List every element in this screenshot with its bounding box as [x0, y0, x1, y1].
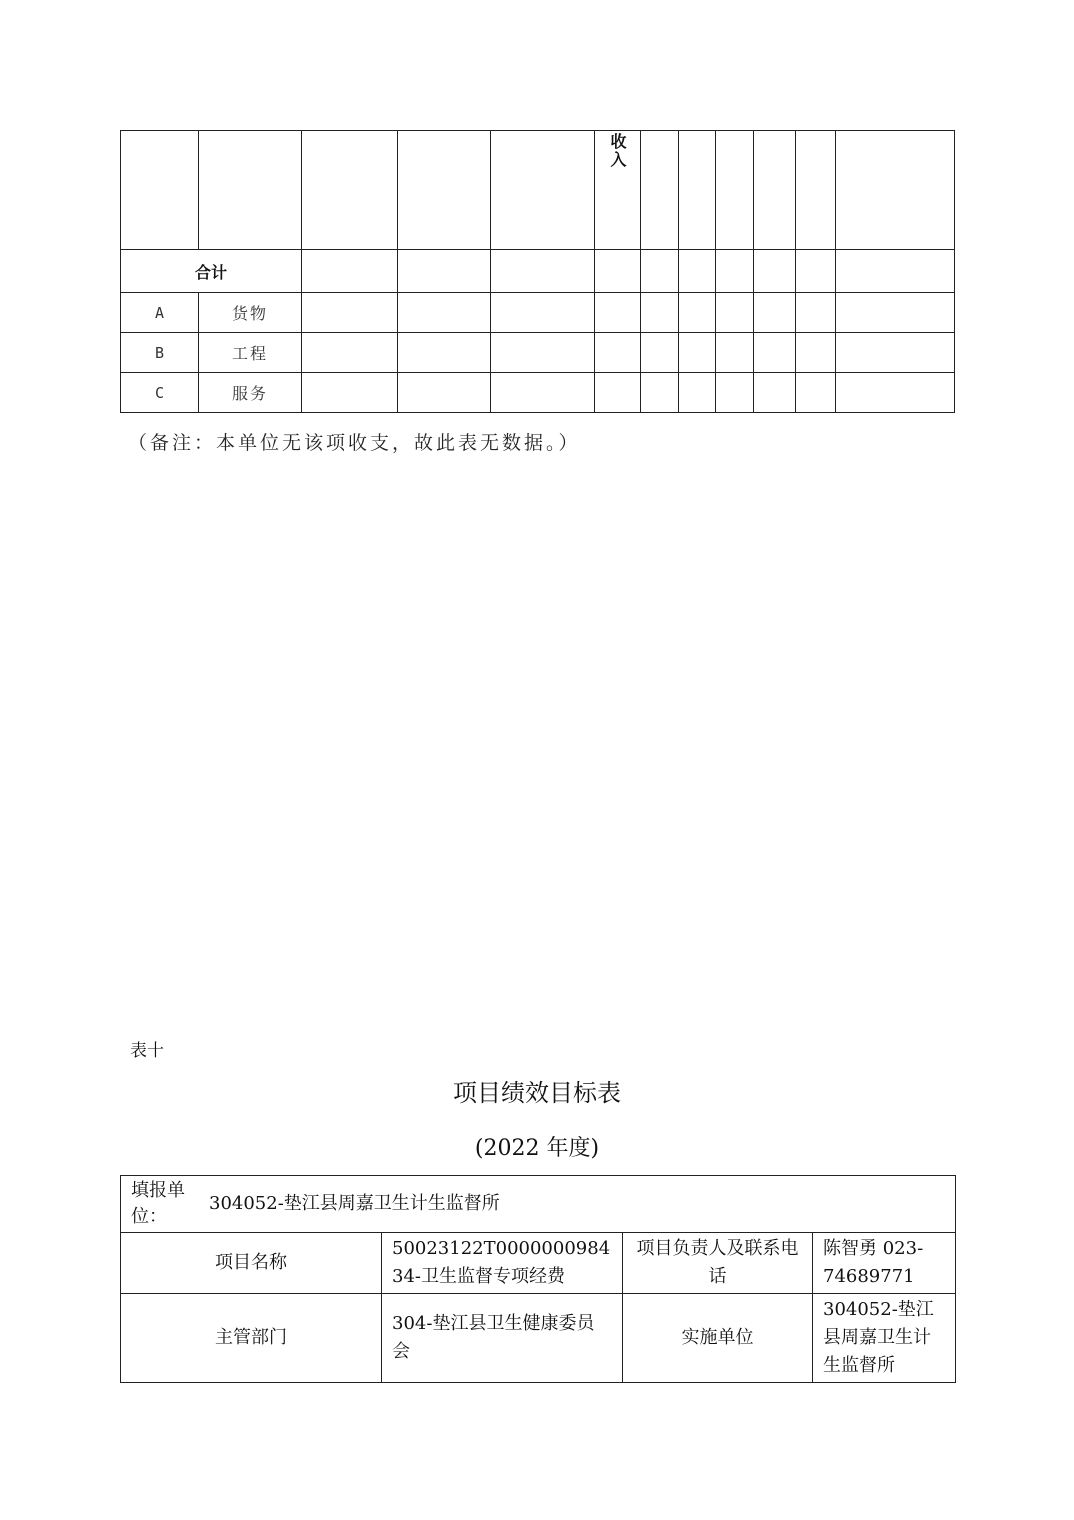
table-row	[121, 333, 955, 373]
row-category: 工程	[199, 333, 302, 373]
project-leader-value: 陈智勇 023-74689771	[813, 1233, 956, 1294]
row-code: C	[121, 373, 199, 413]
total-label: 合计	[121, 250, 302, 293]
page-title: 项目绩效目标表	[453, 1079, 621, 1107]
project-leader-label: 项目负责人及联系电话	[623, 1233, 813, 1294]
table-row	[121, 373, 955, 413]
income-header: 收入	[608, 133, 627, 169]
table-note: （备注：本单位无该项收支，故此表无数据。）	[128, 432, 581, 454]
total-row	[121, 250, 955, 293]
table-number: 表十	[130, 1041, 164, 1061]
project-name-value: 50023122T000000098434-卫生监督专项经费	[382, 1233, 623, 1294]
table-header-row	[121, 131, 955, 250]
implementing-unit-label: 实施单位	[623, 1294, 813, 1383]
table-row	[121, 293, 955, 333]
project-name-row	[121, 1233, 956, 1294]
procurement-table	[120, 130, 955, 413]
performance-goal-table	[120, 1175, 956, 1383]
row-category: 服务	[199, 373, 302, 413]
department-value: 304-垫江县卫生健康委员会	[382, 1294, 623, 1383]
row-code: B	[121, 333, 199, 373]
page-subtitle: (2022 年度)	[474, 1136, 600, 1161]
implementing-unit-value: 304052-垫江县周嘉卫生计生监督所	[813, 1294, 956, 1383]
project-name-label: 项目名称	[121, 1233, 382, 1294]
department-row	[121, 1294, 956, 1383]
reporting-unit-row	[121, 1176, 956, 1233]
row-code: A	[121, 293, 199, 333]
row-category: 货物	[199, 293, 302, 333]
reporting-unit-value: 304052-垫江县周嘉卫生计生监督所	[209, 1193, 500, 1214]
department-label: 主管部门	[121, 1294, 382, 1383]
reporting-unit-label: 填报单位：	[131, 1180, 185, 1227]
